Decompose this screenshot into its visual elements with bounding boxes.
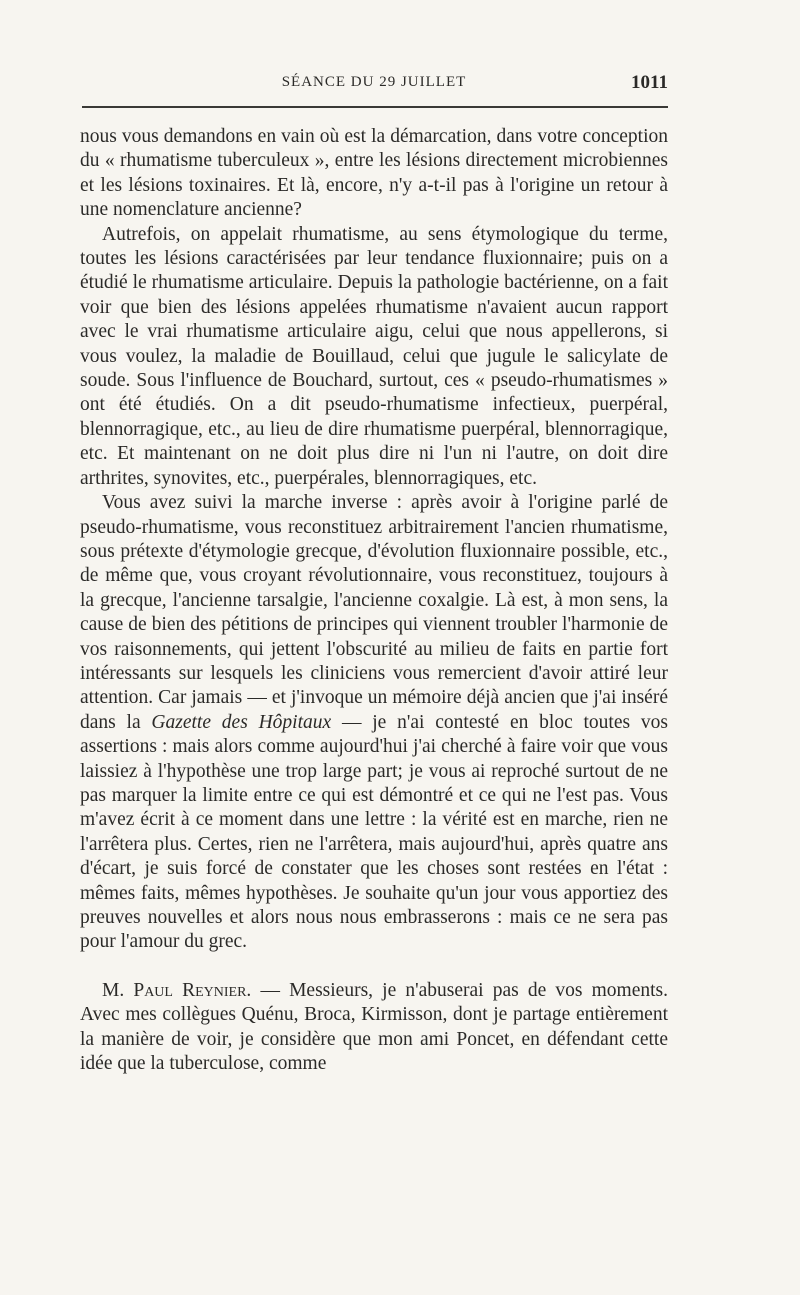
paragraph-3-text-after: — je n'ai contesté en bloc toutes vos assertions : mais alors comme aujourd'hui j'ai cherché à faire voir que vous laissiez à l'hypothèse une trop large part; je vous ai reproché surtout de ne pas marquer la limite entre ce qui est démontré et ce qui ne l'est pas. Vous m'avez écrit à ce moment dans une lettre : la vérité est en marche, rien ne l'arrêtera plus. Certes, rien ne l'arrêtera, mais aujourd'hui, après quatre ans d'écart, je suis forcé de constater que les choses sont restées en l'état : mêmes faits, mêmes hypothèses. Je souhaite qu'un jour vous apportiez des preuves nouvelles et alors nous nous embrasserons : mais ce ne sera pas pour l'amour du grec.: [80, 711, 668, 953]
paragraph-4-text: — Messieurs, je n'abuserai pas de vos moments. Avec mes collègues Quénu, Broca, Kirmisson, dont je partage entièrement la manière de voir, je considère que mon ami Poncet, en défendant cette idée que la tuberculose, comme: [80, 979, 668, 1075]
paragraph-4: [80, 979, 668, 1077]
journal-title: Gazette des Hôpitaux: [151, 711, 332, 733]
header-rule: [82, 106, 668, 108]
paragraph-2: Autrefois, on appelait rhumatisme, au sens étymologique du terme, toutes les lésions caractérisées par leur tendance fluxionnaire; puis on a étudié le rhumatisme articulaire. Depuis la pathologie bactérienne, on a fait voir que bien des lésions appelées rhumatisme n'avaient aucun rapport avec le vrai rhumatisme articulaire aigu, celui que nous appellerons, si vous voulez, la maladie de Bouillaud, celui que jugule le salicylate de soude. Sous l'influence de Bouchard, surtout, ces « pseudo-rhumatismes » ont été étudiés. On a dit pseudo-rhumatisme infectieux, puerpéral, blennorragique, etc., au lieu de dire rhumatisme puerpéral, blennorragique, etc. Et maintenant on ne doit plus dire ni l'un ni l'autre, on doit dire arthrites, synovites, etc., puerpérales, blennorragiques, etc.: [80, 223, 668, 489]
paragraph-3: [80, 491, 668, 955]
page-number: 1011: [631, 72, 668, 93]
paragraph-1: nous vous demandons en vain où est la démarcation, dans votre conception du « rhumatisme tuberculeux », entre les lésions directement microbiennes et les lésions toxinaires. Et là, encore, n'y a-t-il pas à l'origine un retour à une nomenclature ancienne?: [80, 126, 668, 221]
speaker-name: M. Paul Reynier.: [102, 979, 252, 1001]
running-head: [80, 72, 668, 96]
paragraph-3-text-before: Vous avez suivi la marche inverse : après avoir à l'origine parlé de pseudo-rhumatisme, vous reconstituez arbitrairement l'ancien rhumatisme, sous prétexte d'étymologie grecque, d'évolution fluxionnaire possible, etc., de même que, vous croyant révolutionnaire, vous reconstituez, toujours à la grecque, l'ancienne tarsalgie, l'ancienne coxalgie. Là est, à mon sens, la cause de bien des pétitions de principes qui viennent troubler l'harmonie de vos raisonnements, qui jettent l'obscurité au milieu de faits en partie fort intéressants sur lesquels les cliniciens vous remercient d'avoir attiré leur attention. Car jamais — et j'invoque un mémoire déjà ancien que j'ai inséré dans la: [80, 492, 668, 733]
body-text: [80, 125, 668, 1076]
running-title: SÉANCE DU 29 JUILLET: [281, 74, 467, 90]
